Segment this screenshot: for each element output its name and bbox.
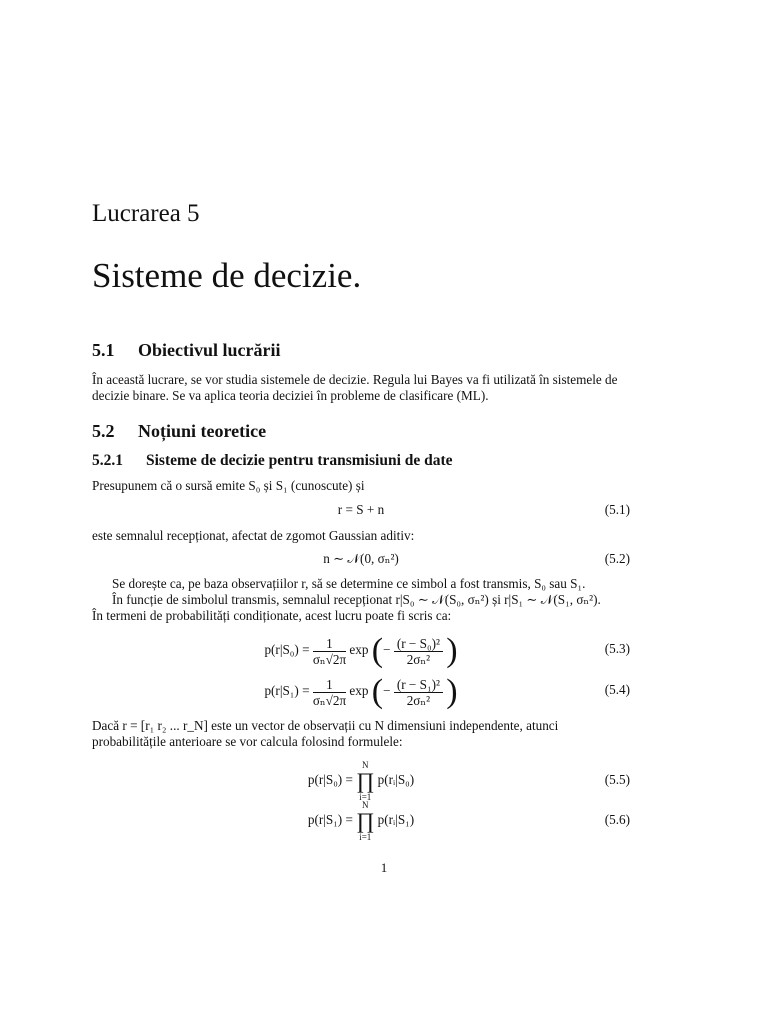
equation-number: (5.6) xyxy=(604,812,630,827)
subsection-number: 5.2.1 xyxy=(92,452,123,469)
exponent-fraction: $\frac{\text{(r − S₁)²}}{\text{2σₙ²}}$ xyxy=(394,677,443,708)
chapter-label: Lucrarea 5 xyxy=(92,200,200,227)
fraction: $\frac{1}{\text{σₙ√2π}}$ xyxy=(312,635,347,667)
paragraph-probabilities: În termeni de probabilități condiționate, acest lucru poate fi scris ca: xyxy=(92,608,452,623)
equation-5-6 xyxy=(92,800,630,840)
section-title: Noțiuni teoretice xyxy=(138,421,267,441)
section-heading-objective xyxy=(92,340,280,361)
product-operator: N ∏ i=1 xyxy=(356,760,375,802)
chapter-title: Sisteme de decizie. xyxy=(92,256,362,295)
equation-number: (5.2) xyxy=(604,551,630,566)
equation-number: (5.3) xyxy=(604,641,630,656)
equation-5-5 xyxy=(92,760,630,800)
section-heading-theory xyxy=(92,421,266,442)
section-title: Obiectivul lucrării xyxy=(138,340,281,360)
page-number: 1 xyxy=(380,860,388,875)
equation-body: n ∼ 𝒩(0, σₙ²) xyxy=(323,551,399,566)
exp-operator: exp xyxy=(349,642,369,658)
paragraph-source: Presupunem că o sursă emite S₀ și S₁ (cunoscute) și xyxy=(92,478,365,493)
section-number: 5.1 xyxy=(92,340,115,360)
equation-5-3: p(r|S₀) = $\frac{1}{\text{σₙ√2π}}$ exp (− $\frac{\text{(r − S₀)²}}{\text{2σₙ²}}$ ) (5.3) xyxy=(264,632,630,669)
objective-paragraph: În această lucrare, se vor studia sistemele de decizie. Regula lui Bayes va fi utilizată în sistemele de decizie binare. Se va aplica teoria deciziei în probleme de clasificare (ML). xyxy=(92,372,618,403)
paragraph-conditional: În funcție de simbolul transmis, semnalul recepționat r|S₀ ∼ 𝒩(S₀, σₙ²) și r|S₁ ∼ 𝒩(S₁, σₙ²). xyxy=(112,592,601,607)
equation-rhs: p(rᵢ|S₀) xyxy=(377,772,415,788)
subsection-heading xyxy=(92,452,453,470)
paragraph-goal: Se dorește ca, pe baza observațiilor r, să se determine ce simbol a fost transmis, S₀ sau S₁. xyxy=(112,576,586,591)
equation-lhs: p(r|S₁) = xyxy=(307,812,353,828)
section-number: 5.2 xyxy=(92,421,115,441)
equation-number: (5.1) xyxy=(604,502,630,517)
fraction: $\frac{1}{\text{σₙ√2π}}$ xyxy=(312,676,347,708)
exp-operator: exp xyxy=(349,683,369,699)
equation-number: (5.5) xyxy=(604,772,630,787)
equation-5-4: p(r|S₁) = $\frac{1}{\text{σₙ√2π}}$ exp (− $\frac{\text{(r − S₁)²}}{\text{2σₙ²}}$ ) (5.4) xyxy=(264,673,630,710)
product-operator: N ∏ i=1 xyxy=(356,800,375,842)
equation-body: r = S + n xyxy=(337,502,385,517)
equation-lhs: p(r|S₁) = xyxy=(264,683,310,699)
exponent-fraction: $\frac{\text{(r − S₀)²}}{\text{2σₙ²}}$ xyxy=(394,636,443,667)
subsection-title: Sisteme de decizie pentru transmisiuni de date xyxy=(146,452,453,469)
paragraph-received-signal: este semnalul recepționat, afectat de zgomot Gaussian aditiv: xyxy=(92,528,415,543)
paragraph-vector: Dacă r = [r₁ r₂ ... r_N] este un vector de observații cu N dimensiuni independente, atunci probabilitățile anterioare se vor calcula folosind formulele: xyxy=(92,718,559,749)
equation-number: (5.4) xyxy=(604,682,630,697)
equation-rhs: p(rᵢ|S₁) xyxy=(377,812,415,828)
equation-lhs: p(r|S₀) = xyxy=(264,642,310,658)
equation-lhs: p(r|S₀) = xyxy=(307,772,353,788)
